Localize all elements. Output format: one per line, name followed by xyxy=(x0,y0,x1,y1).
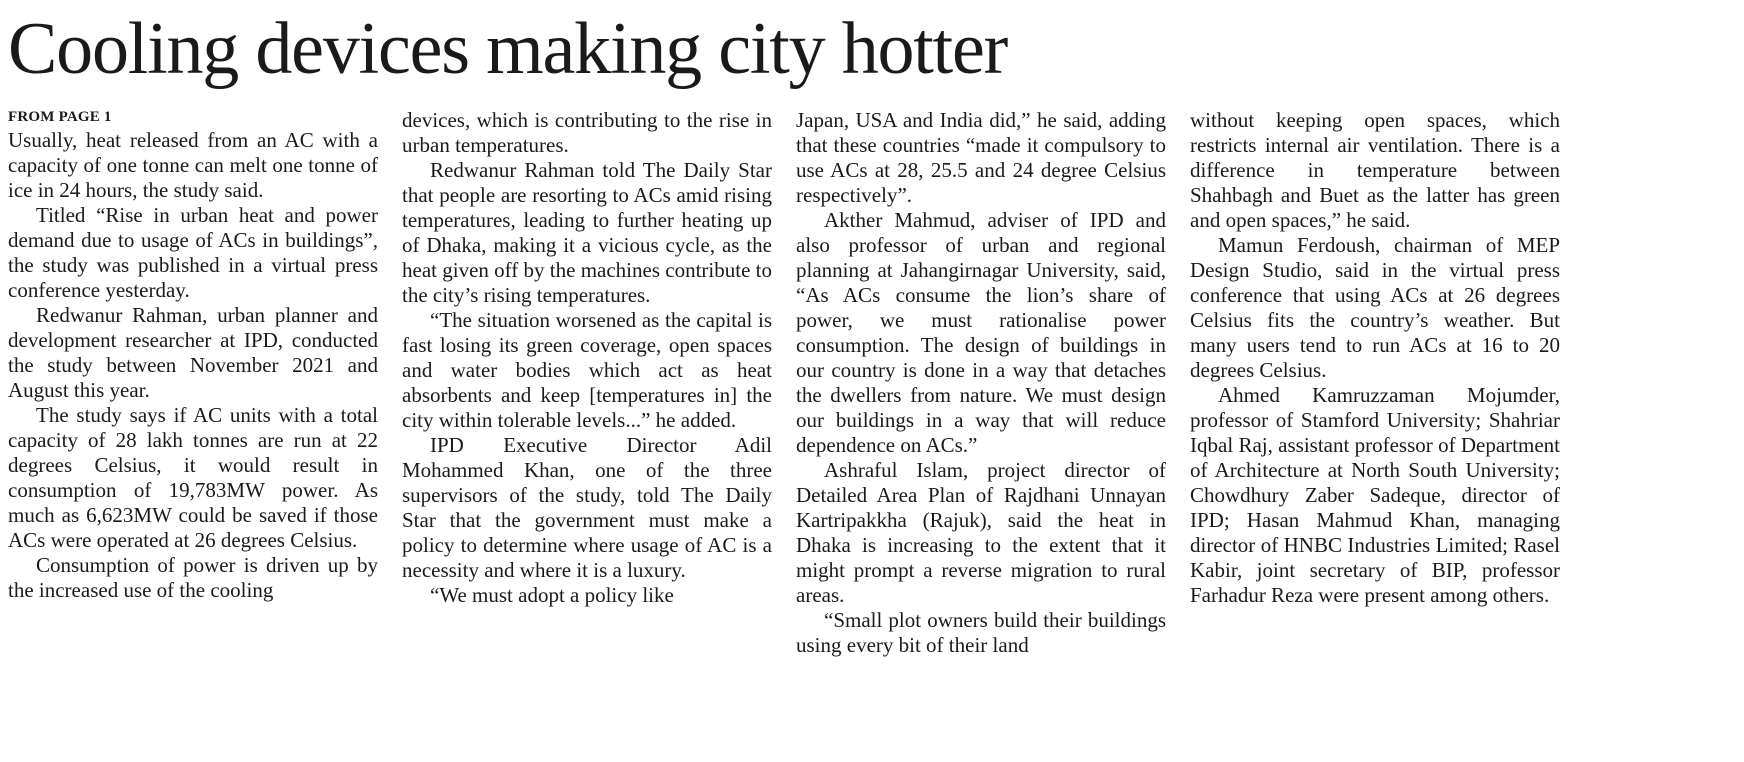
paragraph: “We must adopt a policy like xyxy=(430,583,674,607)
article-body xyxy=(8,108,1732,756)
paragraph: without keeping open spaces, which restricts internal air ventilation. There is a difference in temperature between Shahbagh and Buet as the latter has green and open spaces,” he said. xyxy=(1190,108,1560,232)
column-1 xyxy=(8,108,378,756)
column-2 xyxy=(402,108,772,756)
paragraph: Usually, heat released from an AC with a capacity of one tonne can melt one tonne of ice in 24 hours, the study said. xyxy=(8,128,378,202)
paragraph: “The situation worsened as the capital is fast losing its green coverage, open spaces and water bodies which act as heat absorbents and keep [temperatures in] the city within tolerable levels...” he added. xyxy=(402,308,772,432)
paragraph: Consumption of power is driven up by the increased use of the cooling xyxy=(8,553,378,602)
headline: Cooling devices making city hotter xyxy=(8,8,1008,90)
paragraph: Ashraful Islam, project director of Detailed Area Plan of Rajdhani Unnayan Kartripakkha (Rajuk), said the heat in Dhaka is increasing to the extent that it might prompt a reverse migration to rural areas. xyxy=(796,458,1166,607)
paragraph: The study says if AC units with a total capacity of 28 lakh tonnes are run at 22 degrees Celsius, it would result in consumption of 19,783MW power. As much as 6,623MW could be saved if those ACs were operated at 26 degrees Celsius. xyxy=(8,403,378,552)
paragraph: “Small plot owners build their buildings using every bit of their land xyxy=(796,608,1166,657)
paragraph: Mamun Ferdoush, chairman of MEP Design Studio, said in the virtual press conference that using ACs at 26 degrees Celsius fits the country’s weather. But many users tend to run ACs at 16 to 20 degrees Celsius. xyxy=(1190,233,1560,382)
paragraph: Redwanur Rahman told The Daily Star that people are resorting to ACs amid rising temperatures, leading to further heating up of Dhaka, making it a vicious cycle, as the heat given off by the machines contribute to the city’s rising temperatures. xyxy=(402,158,772,307)
paragraph: Akther Mahmud, adviser of IPD and also professor of urban and regional planning at Jahangirnagar University, said, “As ACs consume the lion’s share of power, we must rationalise power consumption. The design of buildings in our country is done in a way that detaches the dwellers from nature. We must design our buildings in a way that will reduce dependence on ACs.” xyxy=(796,208,1166,457)
paragraph: devices, which is contributing to the rise in urban temperatures. xyxy=(402,108,772,157)
paragraph: Ahmed Kamruzzaman Mojumder, professor of Stamford University; Shahriar Iqbal Raj, assistant professor of Department of Architecture at North South University; Chowdhury Zaber Sadeque, director of IPD; Hasan Mahmud Khan, managing director of HNBC Industries Limited; Rasel Kabir, joint secretary of BIP, professor Farhadur Reza were present among others. xyxy=(1190,383,1560,607)
column-4 xyxy=(1190,108,1560,756)
paragraph: Titled “Rise in urban heat and power demand due to usage of ACs in buildings”, the study was published in a virtual press conference yesterday. xyxy=(8,203,378,302)
kicker: FROM PAGE 1 xyxy=(8,109,112,125)
paragraph: IPD Executive Director Adil Mohammed Khan, one of the three supervisors of the study, told The Daily Star that the government must make a policy to determine where usage of AC is a necessity and where it is a luxury. xyxy=(402,433,772,582)
paragraph: Redwanur Rahman, urban planner and development researcher at IPD, conducted the study between November 2021 and August this year. xyxy=(8,303,378,402)
paragraph: Japan, USA and India did,” he said, adding that these countries “made it compulsory to use ACs at 28, 25.5 and 24 degree Celsius respectively”. xyxy=(796,108,1166,207)
column-3 xyxy=(796,108,1166,756)
